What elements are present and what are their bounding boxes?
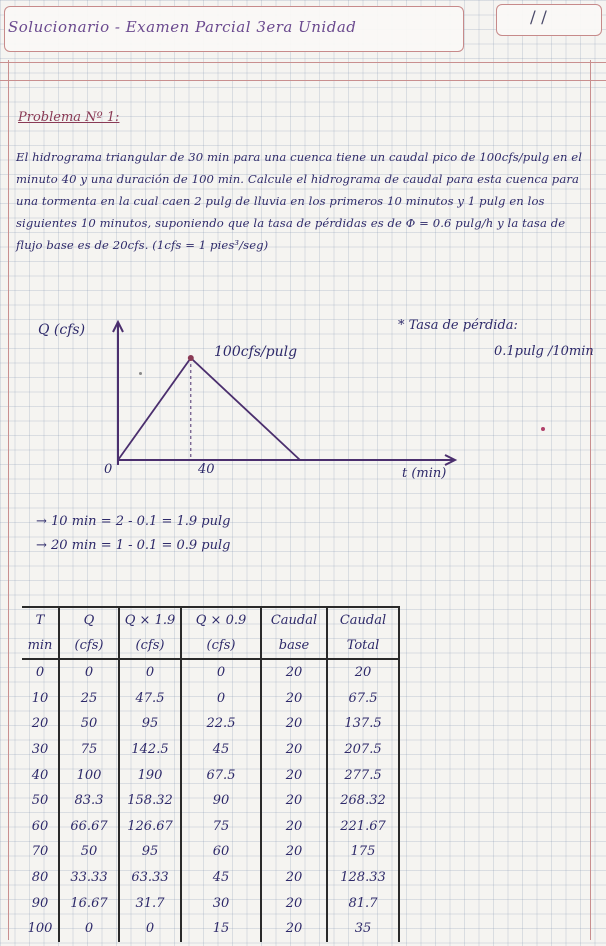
peak-label: 100cfs/pulg [214,344,298,360]
header-q09: Q × 0.9 [181,607,261,632]
cell-q: 0 [59,659,119,686]
cell-q19: 47.5 [119,686,181,712]
hydrograph-triangle [118,358,300,460]
cell-total: 128.33 [327,865,399,891]
table-row [22,762,399,788]
peak-point [188,355,194,361]
cell-base: 20 [261,814,327,840]
cell-q19: 0 [119,916,181,942]
x-tick-label: 40 [198,462,215,477]
cell-base: 20 [261,916,327,942]
table-row [22,916,399,942]
table-row [22,865,399,891]
cell-q: 100 [59,762,119,788]
cell-q: 16.67 [59,890,119,916]
loss-note-title: * Tasa de pérdida: [398,318,518,333]
header-q: Q [59,607,119,632]
cell-total: 67.5 [327,686,399,712]
cell-t: 0 [22,659,59,686]
table-row [22,890,399,916]
table-row [22,686,399,712]
cell-q09: 67.5 [181,762,261,788]
cell-q09: 90 [181,788,261,814]
cell-q19: 158.32 [119,788,181,814]
unit-t: min [22,632,59,659]
unit-q: (cfs) [59,632,119,659]
cell-q19: 31.7 [119,890,181,916]
header-total: Caudal [327,607,399,632]
cell-total: 175 [327,839,399,865]
cell-t: 90 [22,890,59,916]
ink-dot [541,427,545,431]
cell-total: 277.5 [327,762,399,788]
unit-q19: (cfs) [119,632,181,659]
cell-base: 20 [261,737,327,763]
page-title: Solucionario - Examen Parcial 3era Unidad [8,18,357,36]
calc-line-2: → 20 min = 1 - 0.1 = 0.9 pulg [36,538,231,553]
cell-t: 80 [22,865,59,891]
cell-q: 0 [59,916,119,942]
calc-line-1: → 10 min = 2 - 0.1 = 1.9 pulg [36,514,231,529]
top-margin-line [0,62,606,63]
cell-t: 70 [22,839,59,865]
date-field: / / [530,8,547,28]
cell-t: 20 [22,711,59,737]
loss-note-value: 0.1pulg /10min [494,344,594,359]
left-margin-line [8,60,9,940]
cell-q: 83.3 [59,788,119,814]
unit-total: Total [327,632,399,659]
table-row [22,659,399,686]
cell-q19: 95 [119,839,181,865]
cell-base: 20 [261,686,327,712]
cell-q09: 0 [181,659,261,686]
y-axis-label: Q (cfs) [38,322,86,338]
origin-label: 0 [104,462,113,477]
cell-q19: 190 [119,762,181,788]
cell-q09: 45 [181,737,261,763]
cell-base: 20 [261,711,327,737]
cell-q: 50 [59,839,119,865]
cell-total: 268.32 [327,788,399,814]
problem-label: Problema Nº 1: [18,110,120,125]
cell-q: 33.33 [59,865,119,891]
problem-statement: El hidrograma triangular de 30 min para una cuenca tiene un caudal pico de 100cfs/pulg en el minuto 40 y una duración de 100 min. Calcule el hidrograma de caudal para esta cuenca para una tormenta en la cual caen 2 pulg de lluvia en los primeros 10 minutos y 1 pulg en los siguientes 10 minutos, suponiendo que la tasa de pérdidas es de Φ = 0.6 pulg/h y la tasa de flujo base es de 20cfs. (1cfs = 1 pies³/seg) [16,150,583,252]
table-row [22,711,399,737]
header-t: T [22,607,59,632]
top-margin-line-2 [0,80,606,81]
cell-q09: 60 [181,839,261,865]
cell-t: 10 [22,686,59,712]
cell-q19: 126.67 [119,814,181,840]
cell-t: 100 [22,916,59,942]
cell-q19: 95 [119,711,181,737]
table-header-row [22,607,399,632]
cell-total: 20 [327,659,399,686]
cell-q09: 15 [181,916,261,942]
table-row [22,737,399,763]
cell-total: 221.67 [327,814,399,840]
cell-q09: 30 [181,890,261,916]
cell-base: 20 [261,839,327,865]
cell-q: 50 [59,711,119,737]
cell-t: 40 [22,762,59,788]
cell-total: 137.5 [327,711,399,737]
table-header-units-row [22,632,399,659]
cell-q19: 63.33 [119,865,181,891]
cell-total: 81.7 [327,890,399,916]
hydrograph-table [22,606,400,942]
cell-total: 35 [327,916,399,942]
cell-q09: 0 [181,686,261,712]
cell-q19: 142.5 [119,737,181,763]
cell-base: 20 [261,890,327,916]
date-box [496,4,602,36]
header-q19: Q × 1.9 [119,607,181,632]
cell-t: 60 [22,814,59,840]
cell-q09: 22.5 [181,711,261,737]
cell-q: 66.67 [59,814,119,840]
cell-t: 50 [22,788,59,814]
table-row [22,788,399,814]
cell-q: 75 [59,737,119,763]
cell-q: 25 [59,686,119,712]
cell-t: 30 [22,737,59,763]
cell-q19: 0 [119,659,181,686]
cell-base: 20 [261,865,327,891]
header-base: Caudal [261,607,327,632]
unit-q09: (cfs) [181,632,261,659]
table-row [22,839,399,865]
x-axis-label: t (min) [402,466,447,481]
table-row [22,814,399,840]
cell-base: 20 [261,762,327,788]
cell-q09: 45 [181,865,261,891]
cell-base: 20 [261,659,327,686]
cell-base: 20 [261,788,327,814]
cell-q09: 75 [181,814,261,840]
cell-total: 207.5 [327,737,399,763]
right-margin-line [590,60,591,940]
unit-base: base [261,632,327,659]
ink-dot [139,372,142,375]
